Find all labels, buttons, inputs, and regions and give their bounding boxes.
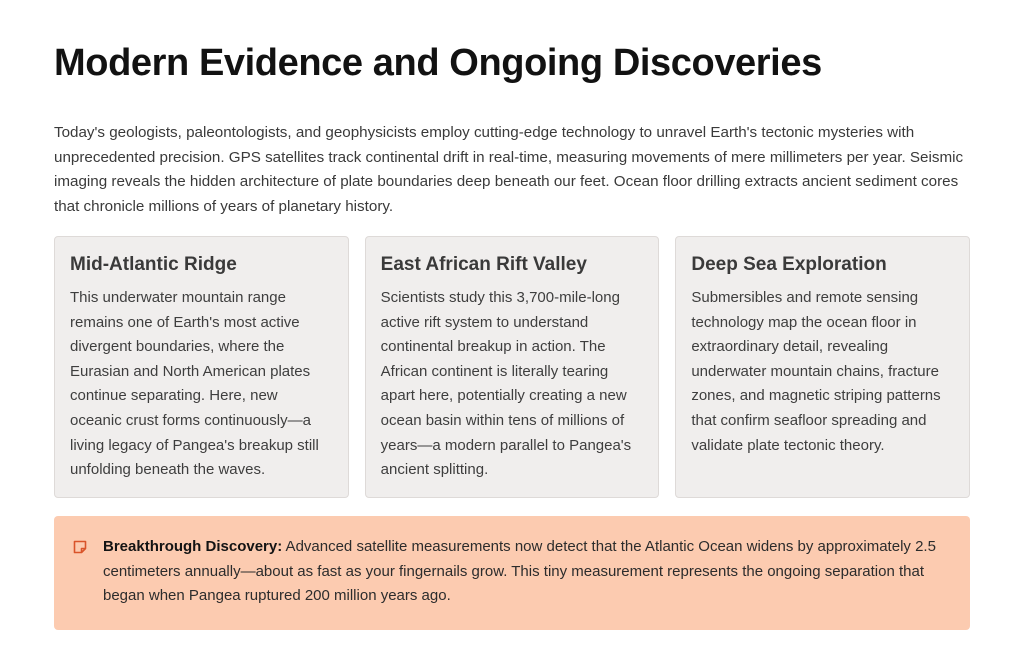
card-east-african-rift	[365, 236, 660, 498]
card-title: Mid-Atlantic Ridge	[70, 254, 237, 275]
card-mid-atlantic-ridge	[54, 236, 349, 498]
card-title: Deep Sea Exploration	[691, 254, 887, 275]
card-row	[54, 236, 970, 498]
callout-body: Advanced satellite measurements now detect that the Atlantic Ocean widens by approximately 2.5 centimeters annually—about as fast as your fingernails grow. This tiny measurement represents the ongoing separation that began when Pangea ruptured 200 million years ago.	[103, 538, 936, 605]
card-title: East African Rift Valley	[380, 254, 587, 275]
intro-paragraph: Today's geologists, paleontologists, and geophysicists employ cutting-edge technology to unravel Earth's tectonic mysteries with unprecedented precision. GPS satellites track continental drift in real-time, measuring movements of mere millimeters per year. Seismic imaging reveals the hidden architecture of plate boundaries deep beneath our feet. Ocean floor drilling extracts ancient sediment cores that chronicle millions of years of planetary history.	[54, 124, 964, 215]
card-body: Submersibles and remote sensing technology map the ocean floor in extraordinary detail, revealing underwater mountain chains, fracture zones, and magnetic striping patterns that confirm seafloor spreading and validate plate tectonic theory.	[691, 289, 941, 454]
card-body: Scientists study this 3,700-mile-long active rift system to understand continental breakup in action. The African continent is literally tearing apart here, potentially creating a new ocean basin within tens of millions of years—a modern parallel to Pangea's ancient splitting.	[380, 289, 632, 479]
card-deep-sea-exploration	[675, 236, 970, 498]
page-title: Modern Evidence and Ongoing Discoveries	[54, 42, 822, 84]
callout-lead: Breakthrough Discovery:	[103, 538, 283, 555]
callout-box	[54, 516, 970, 630]
callout-text	[103, 535, 956, 609]
note-icon	[72, 539, 88, 555]
card-body: This underwater mountain range remains one of Earth's most active divergent boundaries, where the Eurasian and North American plates continue separating. Here, new oceanic crust forms continuously—a living legacy of Pangea's breakup still unfolding beneath the waves.	[70, 289, 319, 479]
